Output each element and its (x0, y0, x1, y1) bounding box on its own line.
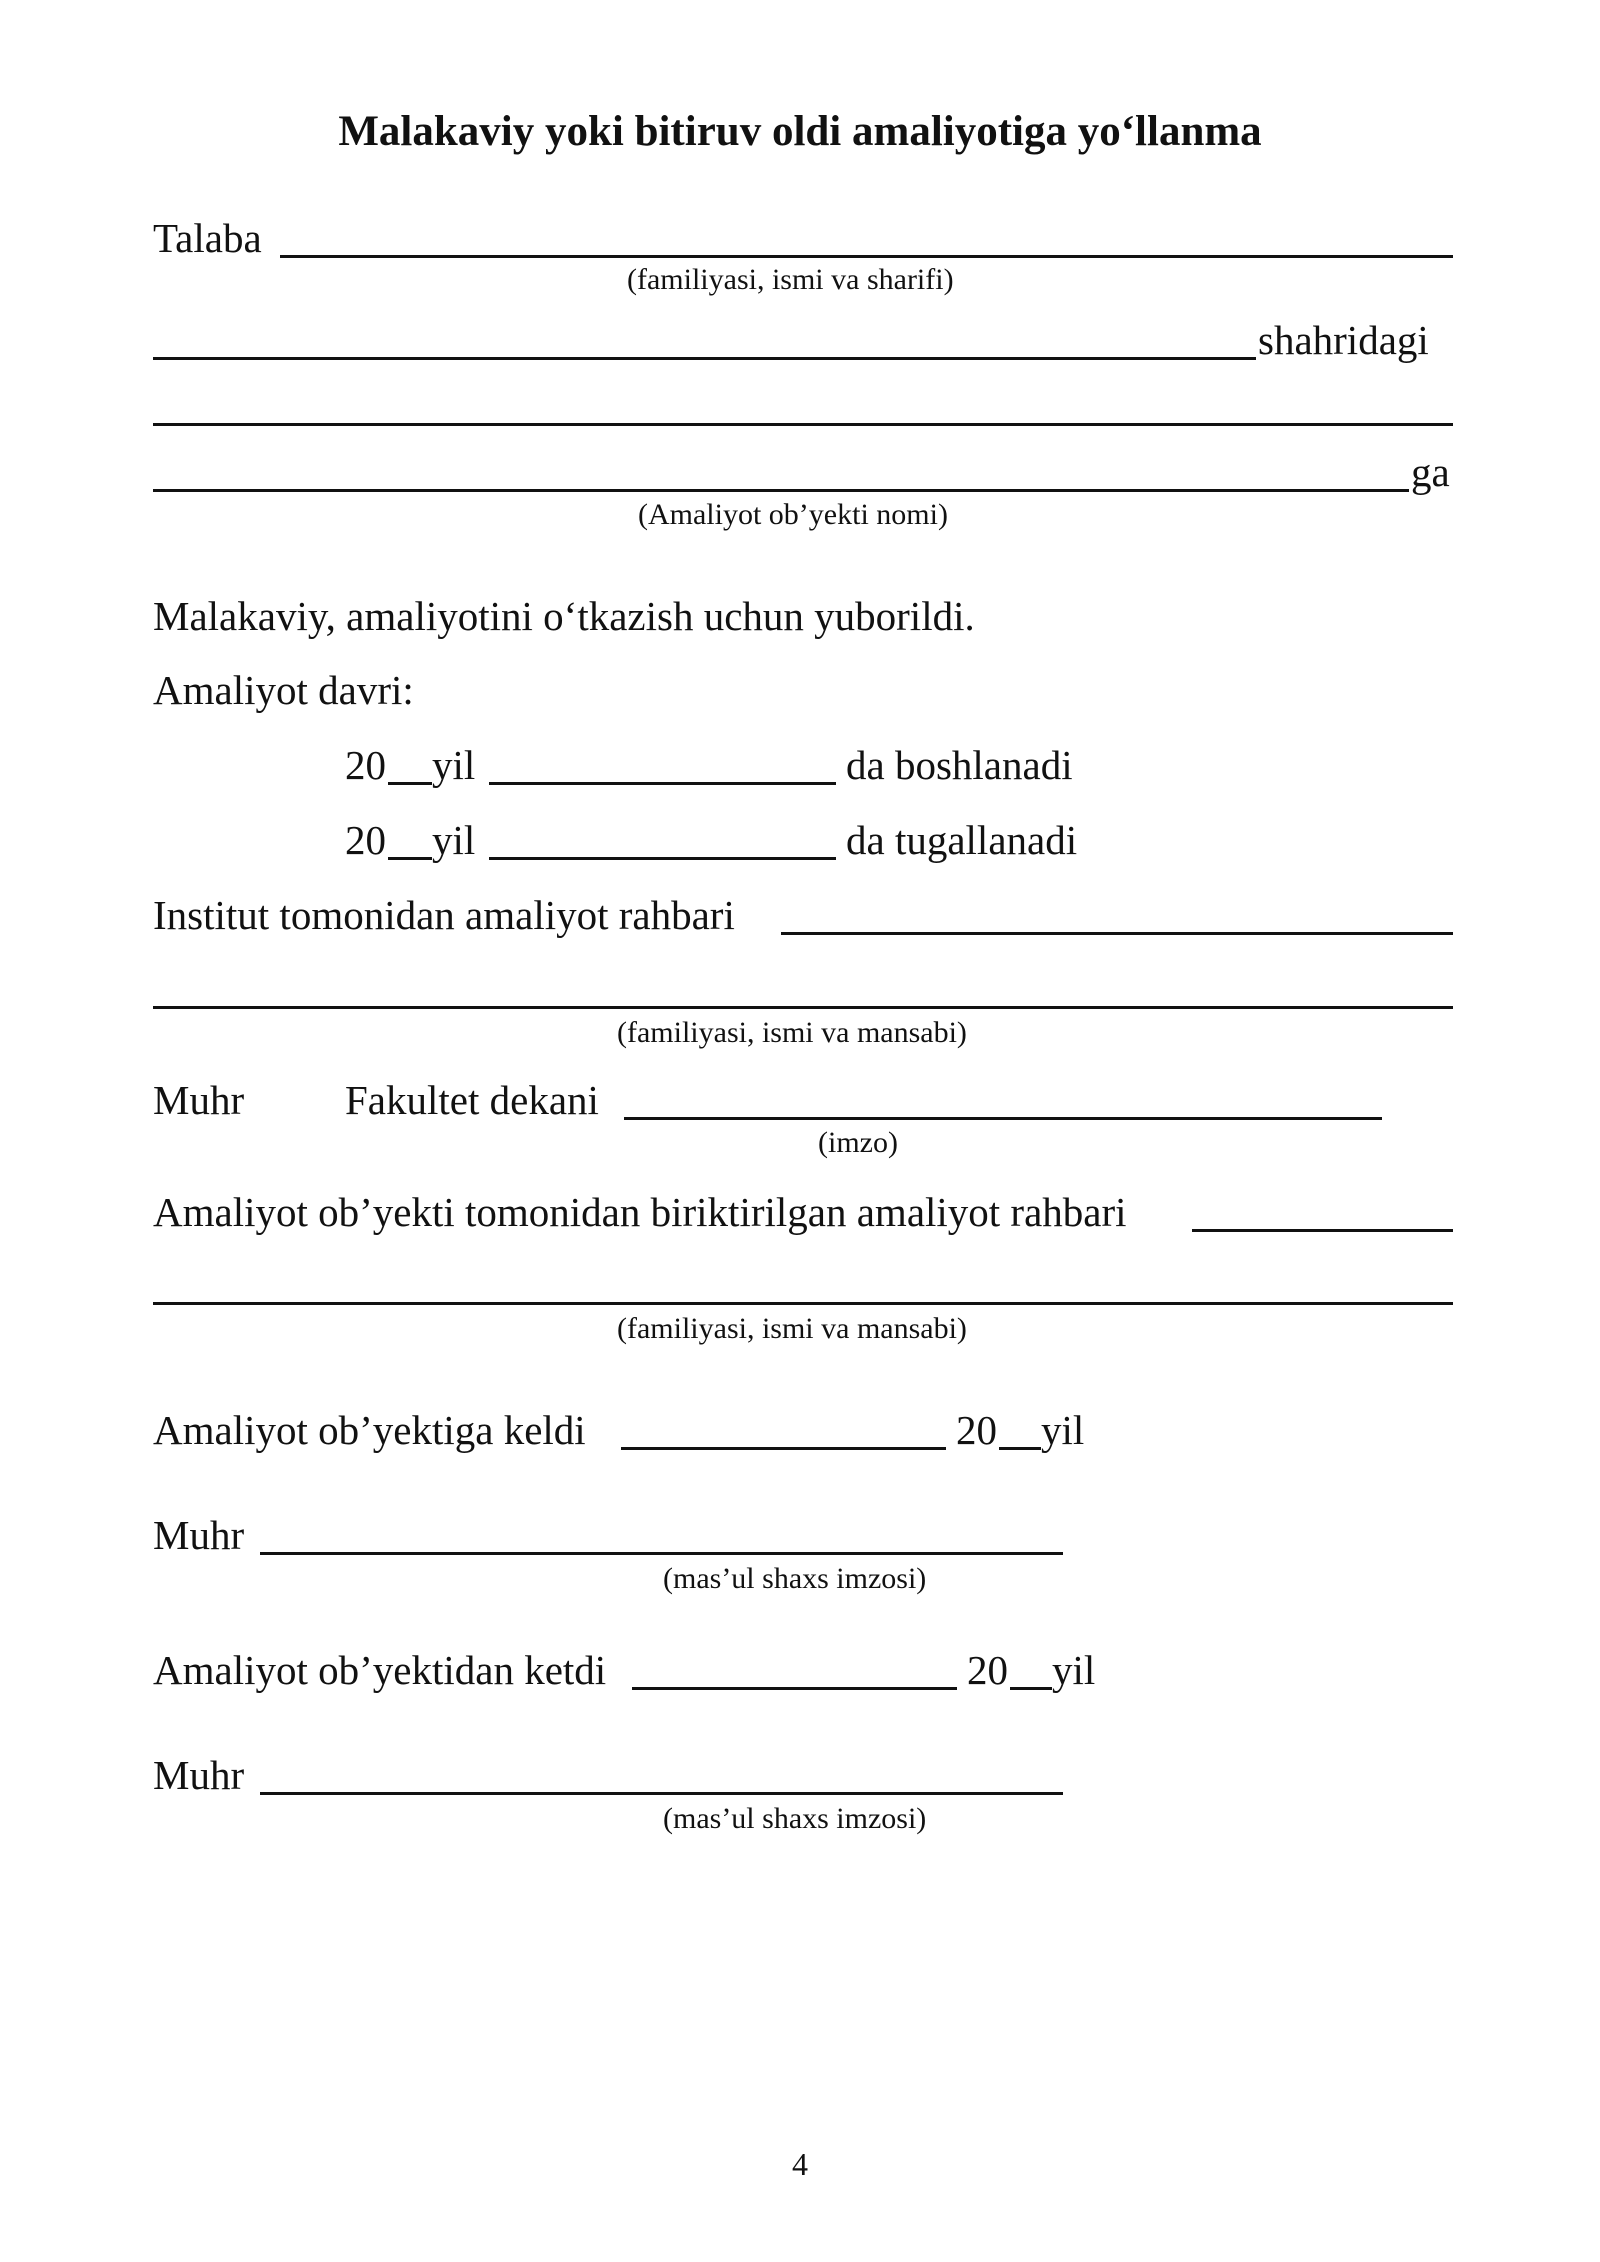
dekan-label: Fakultet dekani (345, 1077, 599, 1123)
start-text: da boshlanadi (846, 742, 1073, 788)
ketdi-date-field[interactable] (632, 1687, 957, 1690)
ga-text: ga (1411, 449, 1450, 495)
obyekt-rahbar-field-line-2[interactable] (153, 1302, 1453, 1305)
city-field[interactable] (153, 357, 1256, 360)
institut-rahbar-field[interactable] (781, 932, 1453, 935)
ketdi-label: Amaliyot ob’yektidan ketdi (153, 1647, 607, 1693)
end-year-prefix: 20 (345, 817, 386, 863)
muhr-label: Muhr (153, 1077, 245, 1123)
keldi-label: Amaliyot ob’yektiga keldi (153, 1407, 586, 1453)
ketdi-year-field[interactable] (1010, 1687, 1052, 1690)
institut-rahbar-label: Institut tomonidan amaliyot rahbari (153, 892, 735, 938)
sent-text: Malakaviy, amaliyotini o‘tkazish uchun yuborildi. (153, 593, 975, 639)
organization-field-line-1[interactable] (153, 423, 1453, 426)
caption-fio-mansabi: (familiyasi, ismi va mansabi) (617, 1016, 967, 1049)
start-year-suffix: yil (432, 742, 476, 788)
talaba-label: Talaba (153, 215, 262, 261)
keldi-year-suffix: yil (1041, 1407, 1085, 1453)
muhr-label-3: Muhr (153, 1752, 245, 1798)
caption-masul-imzo-2: (mas’ul shaxs imzosi) (663, 1802, 927, 1835)
keldi-year-prefix: 20 (956, 1407, 997, 1453)
page-number: 4 (792, 2146, 808, 2182)
keldi-date-field[interactable] (621, 1447, 946, 1450)
start-date-field[interactable] (489, 782, 836, 785)
ketdi-year-suffix: yil (1052, 1647, 1096, 1693)
start-year-field[interactable] (388, 782, 432, 785)
caption-imzo: (imzo) (818, 1126, 898, 1159)
obyekt-rahbar-field[interactable] (1192, 1229, 1453, 1232)
end-year-field[interactable] (388, 857, 432, 860)
end-year-suffix: yil (432, 817, 476, 863)
obyekt-rahbar-label: Amaliyot ob’yekti tomonidan biriktirilgan amaliyot rahbari (153, 1189, 1127, 1235)
caption-masul-imzo-1: (mas’ul shaxs imzosi) (663, 1562, 927, 1595)
caption-fio-mansabi-2: (familiyasi, ismi va mansabi) (617, 1312, 967, 1345)
institut-rahbar-field-line-2[interactable] (153, 1006, 1453, 1009)
period-label: Amaliyot davri: (153, 667, 414, 713)
ketdi-year-prefix: 20 (967, 1647, 1008, 1693)
muhr-label-2: Muhr (153, 1512, 245, 1558)
dekan-signature-field[interactable] (624, 1117, 1382, 1120)
keldi-year-field[interactable] (999, 1447, 1041, 1450)
masul-signature-field-2[interactable] (260, 1792, 1063, 1795)
document-title: Malakaviy yoki bitiruv oldi amaliyotiga yo‘llanma (338, 108, 1262, 155)
talaba-name-field[interactable] (280, 255, 1453, 258)
caption-obyekt-nomi: (Amaliyot ob’yekti nomi) (638, 498, 948, 531)
shahridagi-text: shahridagi (1258, 317, 1429, 363)
caption-fio-sharifi: (familiyasi, ismi va sharifi) (627, 263, 954, 296)
masul-signature-field-1[interactable] (260, 1552, 1063, 1555)
end-date-field[interactable] (489, 857, 836, 860)
organization-field-line-2[interactable] (153, 489, 1409, 492)
end-text: da tugallanadi (846, 817, 1078, 863)
start-year-prefix: 20 (345, 742, 386, 788)
